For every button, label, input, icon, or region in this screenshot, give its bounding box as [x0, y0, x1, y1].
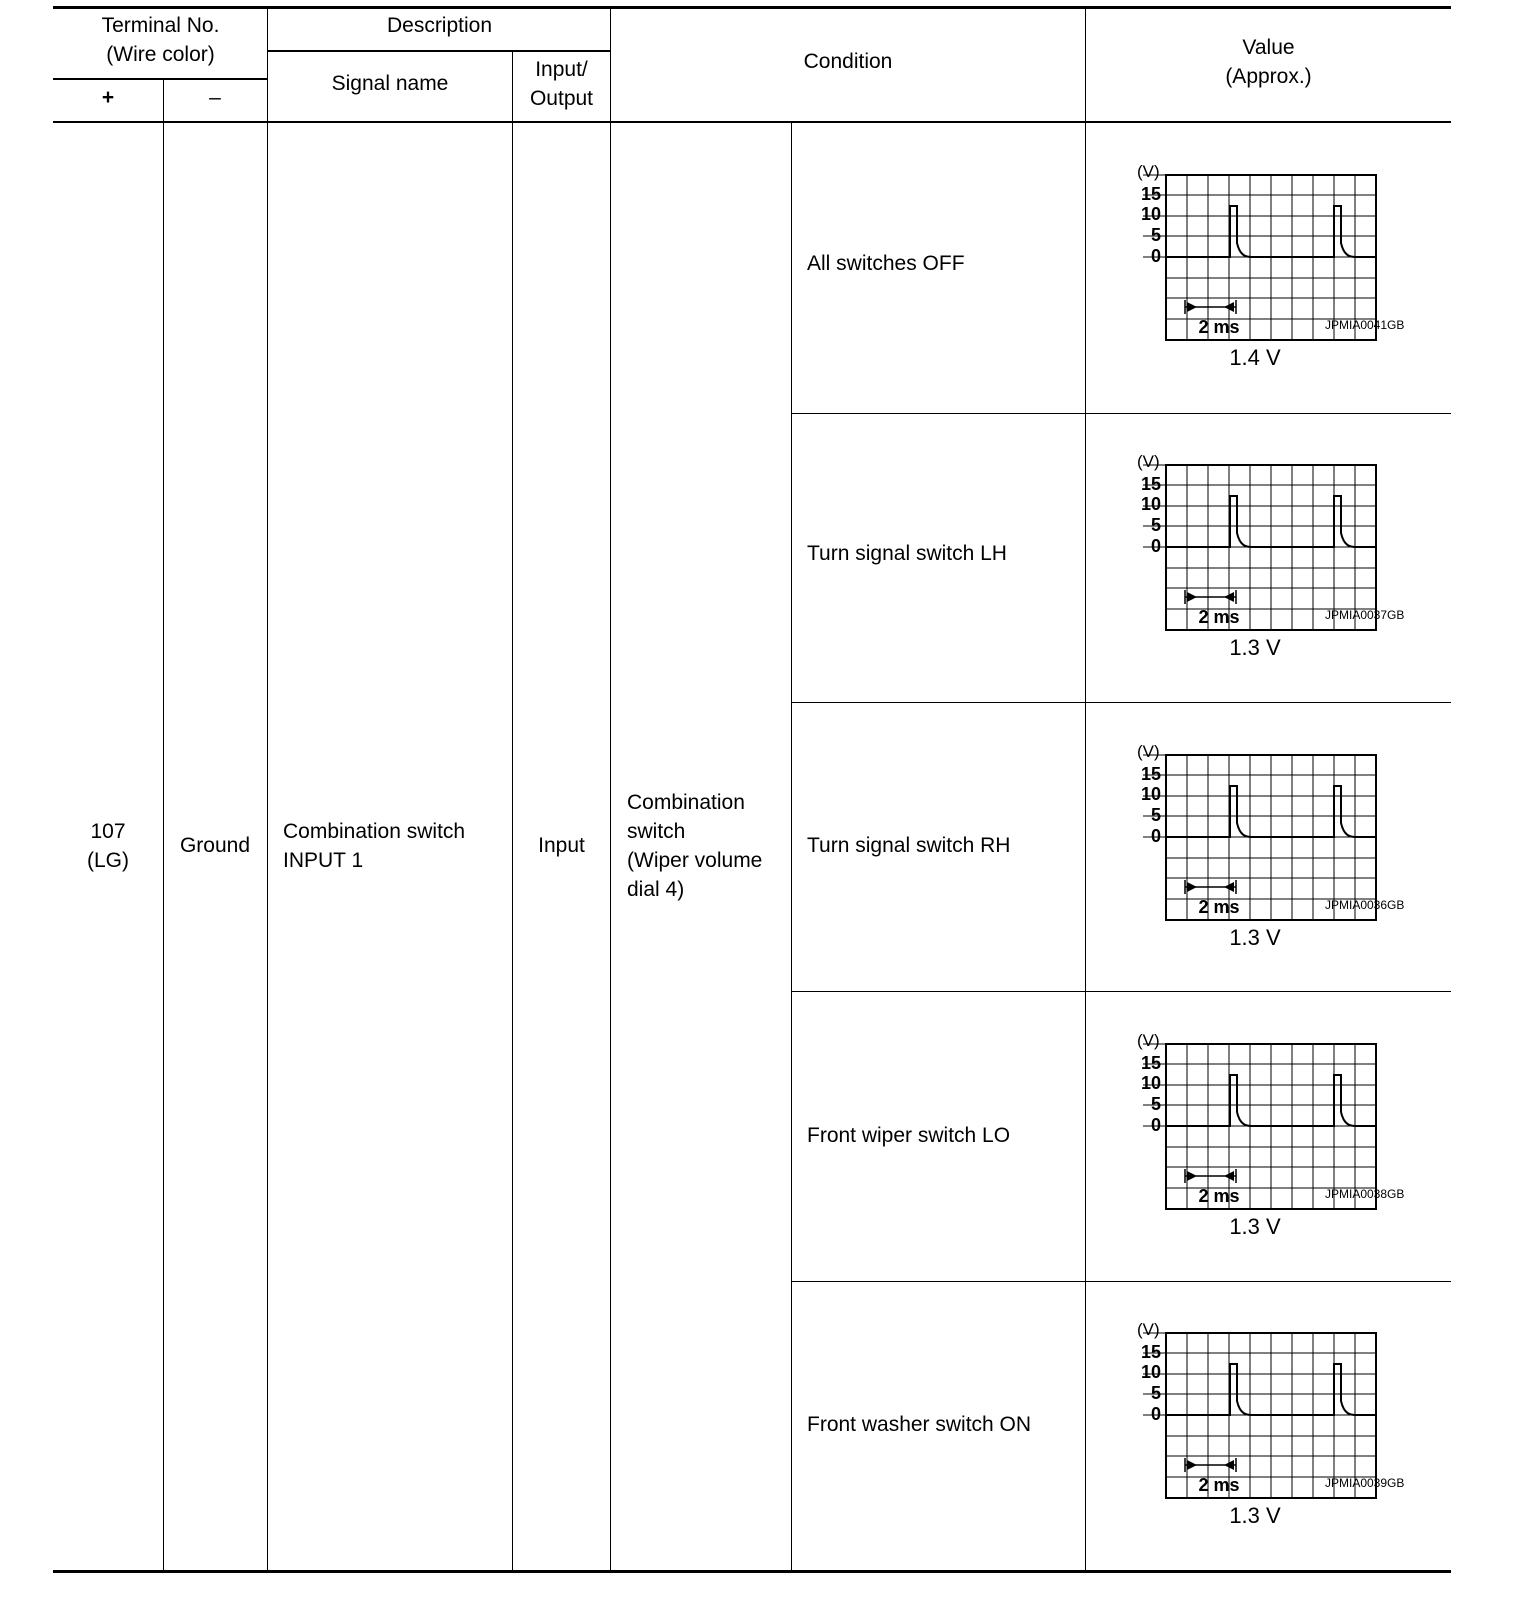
header-wire-color: (Wire color)	[106, 43, 215, 66]
header-plus: +	[101, 86, 115, 109]
col-rule-description	[267, 8, 268, 1571]
io-value: Input	[538, 834, 585, 857]
waveform-panel	[1110, 992, 1430, 1282]
unit-label: (V)	[1137, 162, 1160, 181]
tick-5: 5	[1150, 225, 1161, 245]
approx-value: 1.3 V	[1229, 925, 1281, 950]
approx-value: 1.3 V	[1229, 1503, 1281, 1528]
tick-0: 0	[1150, 246, 1161, 266]
header-value-1: Value	[1242, 36, 1295, 59]
unit-label: (V)	[1137, 452, 1160, 471]
approx-value: 1.4 V	[1229, 345, 1281, 370]
col-rule-io	[512, 50, 513, 1571]
table-top-rule	[53, 6, 1451, 9]
tick-10: 10	[1140, 204, 1161, 224]
waveform-panel	[1110, 413, 1430, 703]
col-rule-condition	[610, 8, 611, 1571]
approx-value: 1.3 V	[1229, 635, 1281, 660]
subcondition-label: Front washer switch ON	[807, 1413, 1032, 1436]
tick-5: 5	[1150, 1094, 1161, 1114]
tick-0: 0	[1150, 826, 1161, 846]
waveform-panel	[1110, 123, 1430, 413]
time-scale-label: 2 ms	[1198, 897, 1240, 917]
header-rule-description	[268, 50, 611, 52]
condition-line-4: dial 4)	[627, 878, 685, 901]
header-signal-name: Signal name	[331, 72, 449, 95]
tick-0: 0	[1150, 1115, 1161, 1135]
time-scale-label: 2 ms	[1198, 1475, 1240, 1495]
tick-10: 10	[1140, 494, 1161, 514]
tick-10: 10	[1140, 1362, 1161, 1382]
header-terminal-no: Terminal No.	[101, 14, 220, 37]
time-scale-label: 2 ms	[1198, 1186, 1240, 1206]
tick-0: 0	[1150, 536, 1161, 556]
image-code: JPMIA0041GB	[1325, 318, 1405, 332]
subcondition-label: Turn signal switch RH	[807, 834, 1011, 857]
oscilloscope-waveform	[1110, 992, 1400, 1212]
waveform-panel	[1110, 703, 1430, 993]
tick-5: 5	[1150, 515, 1161, 535]
unit-label: (V)	[1137, 742, 1160, 761]
time-scale-label: 2 ms	[1198, 607, 1240, 627]
waveform-panel	[1110, 1281, 1430, 1571]
col-rule-terminal-split	[163, 78, 164, 1571]
header-input-output-1: Input/	[535, 58, 588, 81]
unit-label: (V)	[1137, 1031, 1160, 1050]
image-code: JPMIA0039GB	[1325, 1476, 1405, 1490]
image-code: JPMIA0037GB	[1325, 608, 1405, 622]
condition-line-2: switch	[627, 820, 686, 843]
oscilloscope-waveform	[1110, 413, 1400, 633]
header-minus: –	[209, 86, 221, 109]
tick-15: 15	[1140, 764, 1161, 784]
tick-5: 5	[1150, 1383, 1161, 1403]
time-scale-label: 2 ms	[1198, 317, 1240, 337]
col-rule-value	[1085, 8, 1086, 1571]
tick-15: 15	[1140, 474, 1161, 494]
header-rule-terminal	[53, 78, 268, 80]
image-code: JPMIA0038GB	[1325, 1187, 1405, 1201]
condition-line-3: (Wiper volume	[627, 849, 763, 872]
header-condition: Condition	[803, 50, 893, 73]
terminal-wire-color: (LG)	[87, 849, 129, 872]
image-code: JPMIA0036GB	[1325, 898, 1405, 912]
tick-10: 10	[1140, 784, 1161, 804]
subcondition-label: Turn signal switch LH	[807, 542, 1007, 565]
subcondition-label: All switches OFF	[807, 252, 965, 275]
header-input-output-2: Output	[529, 87, 594, 110]
terminal-number: 107	[90, 820, 126, 843]
approx-value: 1.3 V	[1229, 1214, 1281, 1239]
signal-name-line-1: Combination switch	[283, 820, 466, 843]
condition-line-1: Combination	[627, 791, 745, 814]
tick-15: 15	[1140, 1342, 1161, 1362]
subcondition-label: Front wiper switch LO	[807, 1124, 1011, 1147]
header-description: Description	[386, 14, 493, 37]
signal-name-line-2: INPUT 1	[283, 849, 364, 872]
ground-terminal: Ground	[179, 834, 251, 857]
oscilloscope-waveform	[1110, 703, 1400, 923]
unit-label: (V)	[1137, 1320, 1160, 1339]
tick-15: 15	[1140, 184, 1161, 204]
tick-5: 5	[1150, 805, 1161, 825]
oscilloscope-waveform	[1110, 123, 1400, 343]
tick-0: 0	[1150, 1404, 1161, 1424]
header-value-2: (Approx.)	[1225, 65, 1312, 88]
oscilloscope-waveform	[1110, 1281, 1400, 1501]
col-rule-subcondition	[791, 122, 792, 1571]
tick-15: 15	[1140, 1053, 1161, 1073]
tick-10: 10	[1140, 1073, 1161, 1093]
